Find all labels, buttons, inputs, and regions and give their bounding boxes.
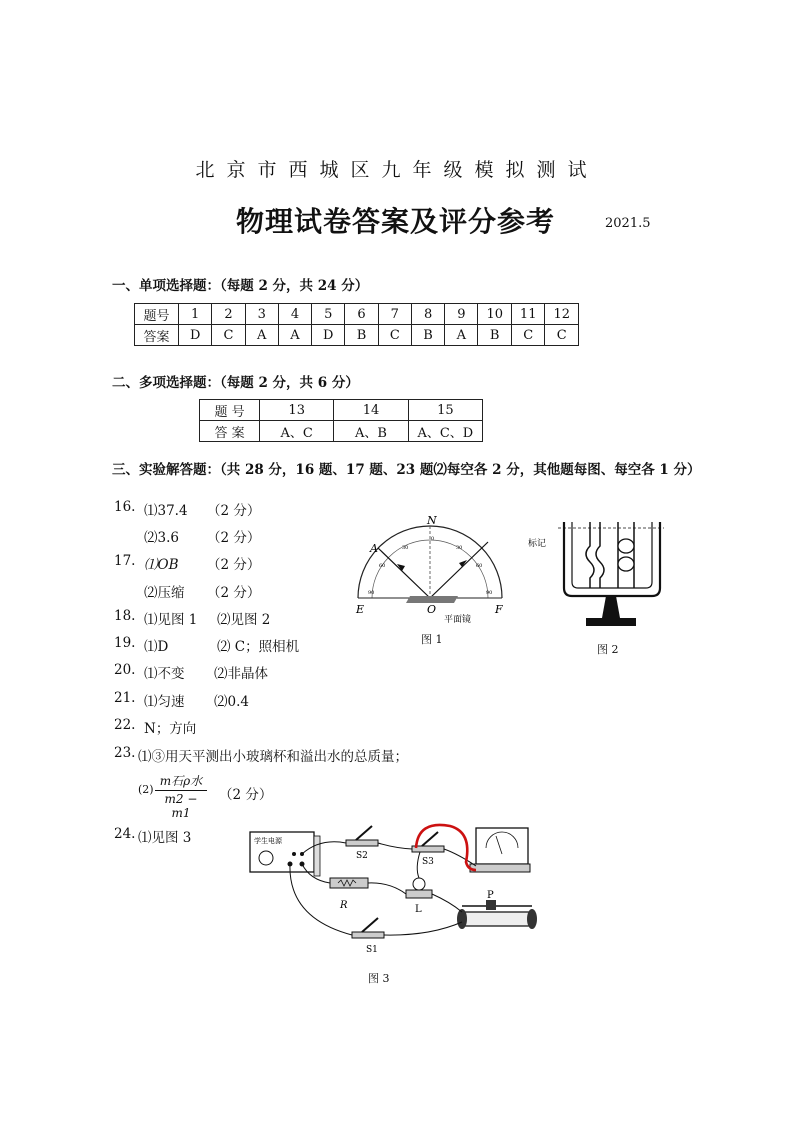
- answer-cell: A、C: [260, 421, 334, 442]
- answer-text: ⑵压缩: [144, 585, 185, 601]
- row-label: 答案: [135, 325, 179, 346]
- answer-text: ⑴见图 1: [144, 612, 198, 628]
- tick-label: 90: [368, 590, 375, 596]
- figure3-caption: 图 3: [368, 972, 390, 985]
- score-text: （2 分）: [207, 585, 261, 601]
- question-number: 14: [334, 400, 408, 421]
- rheostat-p-label: P: [487, 890, 494, 901]
- score-text: （2 分）: [207, 503, 261, 519]
- answer-cell: C: [378, 325, 411, 346]
- score-text: （2 分）: [207, 530, 261, 546]
- score-text: （2 分）: [219, 787, 273, 803]
- lamp-base: [406, 890, 432, 898]
- row-label: 题号: [135, 304, 179, 325]
- question-number: 22.: [114, 717, 136, 733]
- lamp-l: [413, 878, 425, 890]
- question-number: 15: [408, 400, 482, 421]
- answer-text: ⑴OB: [144, 557, 179, 573]
- question-number: 7: [378, 304, 411, 325]
- answer-cell: D: [179, 325, 212, 346]
- answer-text: ⑵非晶体: [214, 666, 268, 682]
- tick-label: 30: [402, 545, 409, 551]
- tube-inner: [572, 522, 652, 588]
- question-number: 6: [345, 304, 378, 325]
- switch-s1: [352, 932, 384, 938]
- figure1-caption: 图 1: [421, 633, 443, 646]
- wire: [368, 883, 406, 894]
- answer-text: ⑴见图 3: [138, 830, 192, 846]
- wavy-tube: [596, 522, 604, 588]
- answer-cell: C: [545, 325, 579, 346]
- question-number: 18.: [114, 608, 136, 624]
- answer-cell: B: [478, 325, 511, 346]
- question-number: 11: [511, 304, 544, 325]
- voltmeter: [476, 828, 528, 864]
- switch-s2-lever: [356, 826, 372, 840]
- answer-cell: B: [411, 325, 444, 346]
- bulb: [618, 539, 634, 553]
- question-number: 5: [312, 304, 345, 325]
- question-number: 1: [179, 304, 212, 325]
- voltmeter-base: [470, 864, 530, 872]
- switch-s1-lever: [362, 918, 378, 932]
- tube-frame: [564, 522, 660, 596]
- table-row: [135, 325, 579, 346]
- question-number: 21.: [114, 690, 136, 706]
- question-number: 4: [278, 304, 311, 325]
- wire: [417, 852, 420, 878]
- wire: [444, 849, 476, 866]
- switch-s2: [346, 840, 378, 846]
- answer-text: ⑴37.4: [144, 503, 188, 519]
- tick-label: 0: [431, 536, 435, 542]
- stand-base: [586, 618, 636, 626]
- table-row: [200, 400, 483, 421]
- label-n: N: [427, 514, 437, 527]
- figure2-caption: 图 2: [597, 643, 619, 656]
- score-text: （2 分）: [207, 557, 261, 573]
- answer-cell: D: [312, 325, 345, 346]
- question-number: 10: [478, 304, 511, 325]
- answer-text: N；方向: [144, 721, 197, 737]
- resistor-r: [330, 878, 368, 888]
- answer-text: ⑵0.4: [214, 694, 249, 710]
- formula-numerator: m石ρ水: [155, 772, 207, 791]
- answer-text: ⑴不变: [144, 666, 185, 682]
- wire: [432, 894, 462, 912]
- formula-denominator: m2 − m1: [164, 792, 198, 820]
- tick-label: 60: [476, 563, 483, 569]
- wire: [378, 843, 412, 849]
- answer-cell: B: [345, 325, 378, 346]
- question-number: 12: [545, 304, 579, 325]
- answer-text: ⑴D: [144, 639, 169, 655]
- question-number: 19.: [114, 635, 136, 651]
- subquestion-label: (2): [138, 783, 154, 796]
- figure2-apparatus: [524, 516, 664, 634]
- answer-cell: A: [245, 325, 278, 346]
- answer-cell: A: [445, 325, 478, 346]
- rheostat-slider: [486, 900, 496, 910]
- answer-text: ⑵3.6: [144, 530, 179, 546]
- answer-cell: A、B: [334, 421, 408, 442]
- section3-heading: 三、实验解答题：（共 28 分，16 题、17 题、23 题⑵每空各 2 分，其他题每图、每空各 1 分）: [112, 462, 701, 478]
- answer-text: ⑵ C；照相机: [217, 639, 300, 655]
- incident-ray: [378, 548, 430, 598]
- label-o: O: [427, 603, 437, 616]
- answer-cell: C: [212, 325, 245, 346]
- tick-label: 60: [379, 563, 386, 569]
- rheostat-end: [527, 909, 537, 929]
- row-label: 题 号: [200, 400, 260, 421]
- answer-cell: A、C、D: [408, 421, 482, 442]
- plane-mirror: [406, 596, 458, 603]
- stand-neck: [602, 596, 620, 618]
- wavy-tube: [586, 522, 594, 588]
- question-number: 16.: [114, 499, 136, 515]
- answer-cell: A: [278, 325, 311, 346]
- question-number: 13: [260, 400, 334, 421]
- label-e: E: [356, 603, 365, 616]
- table-row: [200, 421, 483, 442]
- row-label: 答 案: [200, 421, 260, 442]
- power-supply-side: [314, 836, 320, 876]
- section2-heading: 二、多项选择题：（每题 2 分，共 6 分）: [112, 375, 359, 391]
- resistor-r-label: R: [340, 900, 348, 911]
- document-title: 物理试卷答案及评分参考: [236, 205, 556, 238]
- question-number: 8: [411, 304, 444, 325]
- lamp-l-label: L: [415, 904, 422, 915]
- answer-text: ⑴匀速: [144, 694, 185, 710]
- answer-text: ⑴③用天平测出小玻璃杯和溢出水的总质量；: [138, 749, 408, 765]
- rheostat: [462, 912, 532, 926]
- question-number: 3: [245, 304, 278, 325]
- section1-heading: 一、单项选择题：（每题 2 分，共 24 分）: [112, 278, 369, 294]
- answer-text: ⑵见图 2: [217, 612, 271, 628]
- document-date: 2021.5: [605, 216, 651, 231]
- question-number: 17.: [114, 553, 136, 569]
- exam-title: 北京市西城区九年级模拟测试: [195, 159, 599, 181]
- figure1-reflection-diagram: [350, 512, 510, 642]
- bulb: [618, 557, 634, 571]
- question-number: 20.: [114, 662, 136, 678]
- wire: [384, 922, 462, 935]
- power-supply-label: 学生电源: [254, 837, 282, 845]
- figure3-circuit: [240, 818, 555, 968]
- multi-choice-table: [199, 399, 483, 442]
- question-number: 23.: [114, 745, 136, 761]
- power-knob: [259, 851, 273, 865]
- question-number: 2: [212, 304, 245, 325]
- switch-s3-lever: [422, 832, 438, 846]
- question-number: 24.: [114, 826, 136, 842]
- mark-label: 标记: [528, 539, 547, 549]
- switch-s1-label: S1: [366, 945, 378, 955]
- mirror-label: 平面镜: [444, 615, 472, 625]
- switch-s2-label: S2: [356, 851, 368, 861]
- question-number: 9: [445, 304, 478, 325]
- switch-s3-label: S3: [422, 857, 434, 867]
- single-choice-table: [134, 303, 579, 346]
- label-a: A: [370, 542, 378, 555]
- tick-label: 90: [486, 590, 493, 596]
- table-row: [135, 304, 579, 325]
- tick-label: 30: [456, 545, 463, 551]
- label-f: F: [495, 603, 503, 616]
- answer-cell: C: [511, 325, 544, 346]
- power-terminal: [292, 852, 296, 856]
- formula: [155, 772, 207, 820]
